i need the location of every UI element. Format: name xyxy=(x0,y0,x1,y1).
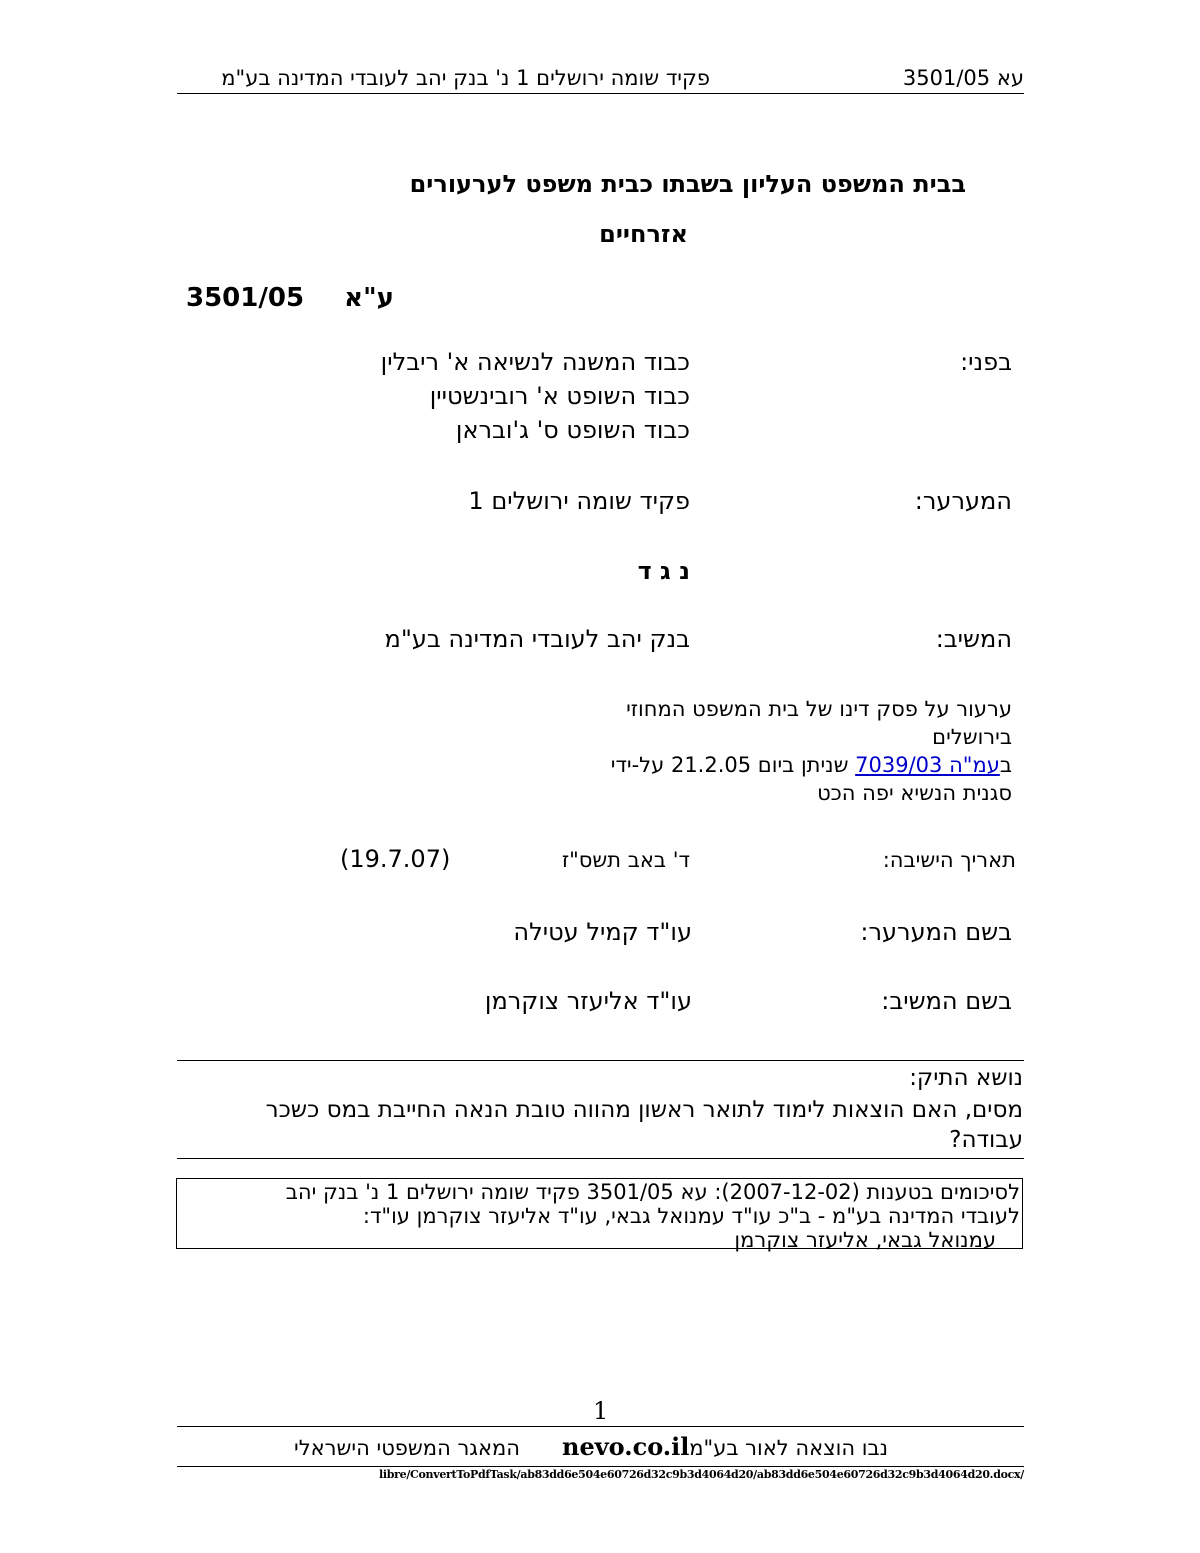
appellant-counsel-label: בשם המערער: xyxy=(860,918,1012,946)
case-ref-type: ע"א xyxy=(344,283,394,313)
page-number: 1 xyxy=(593,1397,609,1425)
before-label: בפני: xyxy=(960,348,1012,376)
summary-line1: לסיכומים בטענות (2007-12-02): עא 3501/05 פקיד שומה ירושלים 1 נ' בנק יהב xyxy=(285,1180,1020,1204)
court-title-line1: בבית המשפט העליון בשבתו כבית משפט לערעורים xyxy=(409,170,966,198)
appeal-desc-line3 xyxy=(611,753,1012,777)
judge-1: כבוד המשנה לנשיאה א' ריבלין xyxy=(380,348,690,376)
subject-line2: עבודה? xyxy=(949,1127,1023,1153)
appellant-counsel-name: עו"ד קמיל עטילה xyxy=(513,918,692,946)
appeal-desc-suffix: שניתן ביום 21.2.05 על-ידי xyxy=(610,753,856,777)
summary-box xyxy=(176,1178,1023,1252)
footer-tagline: המאגר המשפטי הישראלי xyxy=(294,1436,520,1460)
summary-line2: לעובדי המדינה בע"מ - ב"כ עו"ד עמנואל גבאי, עו"ד אליעזר צוקרמן עו"ד: xyxy=(362,1204,1020,1228)
versus: נ ג ד xyxy=(637,557,690,585)
header-case-number: עא 3501/05 xyxy=(902,66,1024,90)
respondent-counsel-label: בשם המשיב: xyxy=(881,987,1012,1015)
appeal-desc-prefix: ב xyxy=(999,753,1012,777)
respondent-name: בנק יהב לעובדי המדינה בע"מ xyxy=(384,625,690,653)
appeal-desc-line4: סגנית הנשיא יפה הכט xyxy=(817,781,1012,805)
appeal-desc-line2: בירושלים xyxy=(932,725,1012,749)
appellant-name: פקיד שומה ירושלים 1 xyxy=(468,487,690,515)
subject-bottom-rule xyxy=(177,1158,1024,1159)
footer-file-path: libre/ConvertToPdfTask/ab83dd6e504e60726d32c9b3d4064d20/ab83dd6e504e60726d32c9b3d4064d20.docx/ xyxy=(379,1468,1024,1481)
respondent-counsel-name: עו"ד אליעזר צוקרמן xyxy=(484,987,692,1015)
appellant-label: המערער: xyxy=(914,487,1012,515)
hearing-label: תאריך הישיבה: xyxy=(882,848,1016,872)
judge-2: כבוד השופט א' רובינשטיין xyxy=(429,382,690,410)
subject-label: נושא התיק: xyxy=(909,1065,1023,1091)
case-ref xyxy=(186,283,394,313)
subject-line1: מסים, האם הוצאות לימוד לתואר ראשון מהווה טובת הנאה החייבת במס כשכר xyxy=(265,1097,1023,1123)
footer-site: nevo.co.il xyxy=(562,1432,690,1461)
subject-top-rule xyxy=(177,1060,1024,1061)
summary-line3: עמנואל גבאי, אליעזר צוקרמן xyxy=(734,1228,996,1252)
header-rule xyxy=(177,93,1024,94)
footer-publisher: נבו הוצאה לאור בע"מ xyxy=(689,1436,888,1460)
court-title-line2: אזרחיים xyxy=(599,220,688,248)
appeal-desc-line1: ערעור על פסק דינו של בית המשפט המחוזי xyxy=(626,697,1012,721)
respondent-label: המשיב: xyxy=(935,625,1012,653)
footer-top-rule xyxy=(177,1426,1024,1427)
footer-bottom-rule xyxy=(177,1466,1024,1467)
case-ref-number: 3501/05 xyxy=(186,283,305,313)
judge-3: כבוד השופט ס' ג'ובראן xyxy=(455,416,690,444)
hearing-hebrew-date: ד' באב תשס"ז xyxy=(561,848,690,872)
header-case-title: פקיד שומה ירושלים 1 נ' בנק יהב לעובדי המדינה בע"מ xyxy=(221,66,710,90)
lower-court-case-link[interactable]: עמ"ה 7039/03 xyxy=(855,753,1000,777)
hearing-gregorian-date: (19.7.07) xyxy=(340,845,451,873)
